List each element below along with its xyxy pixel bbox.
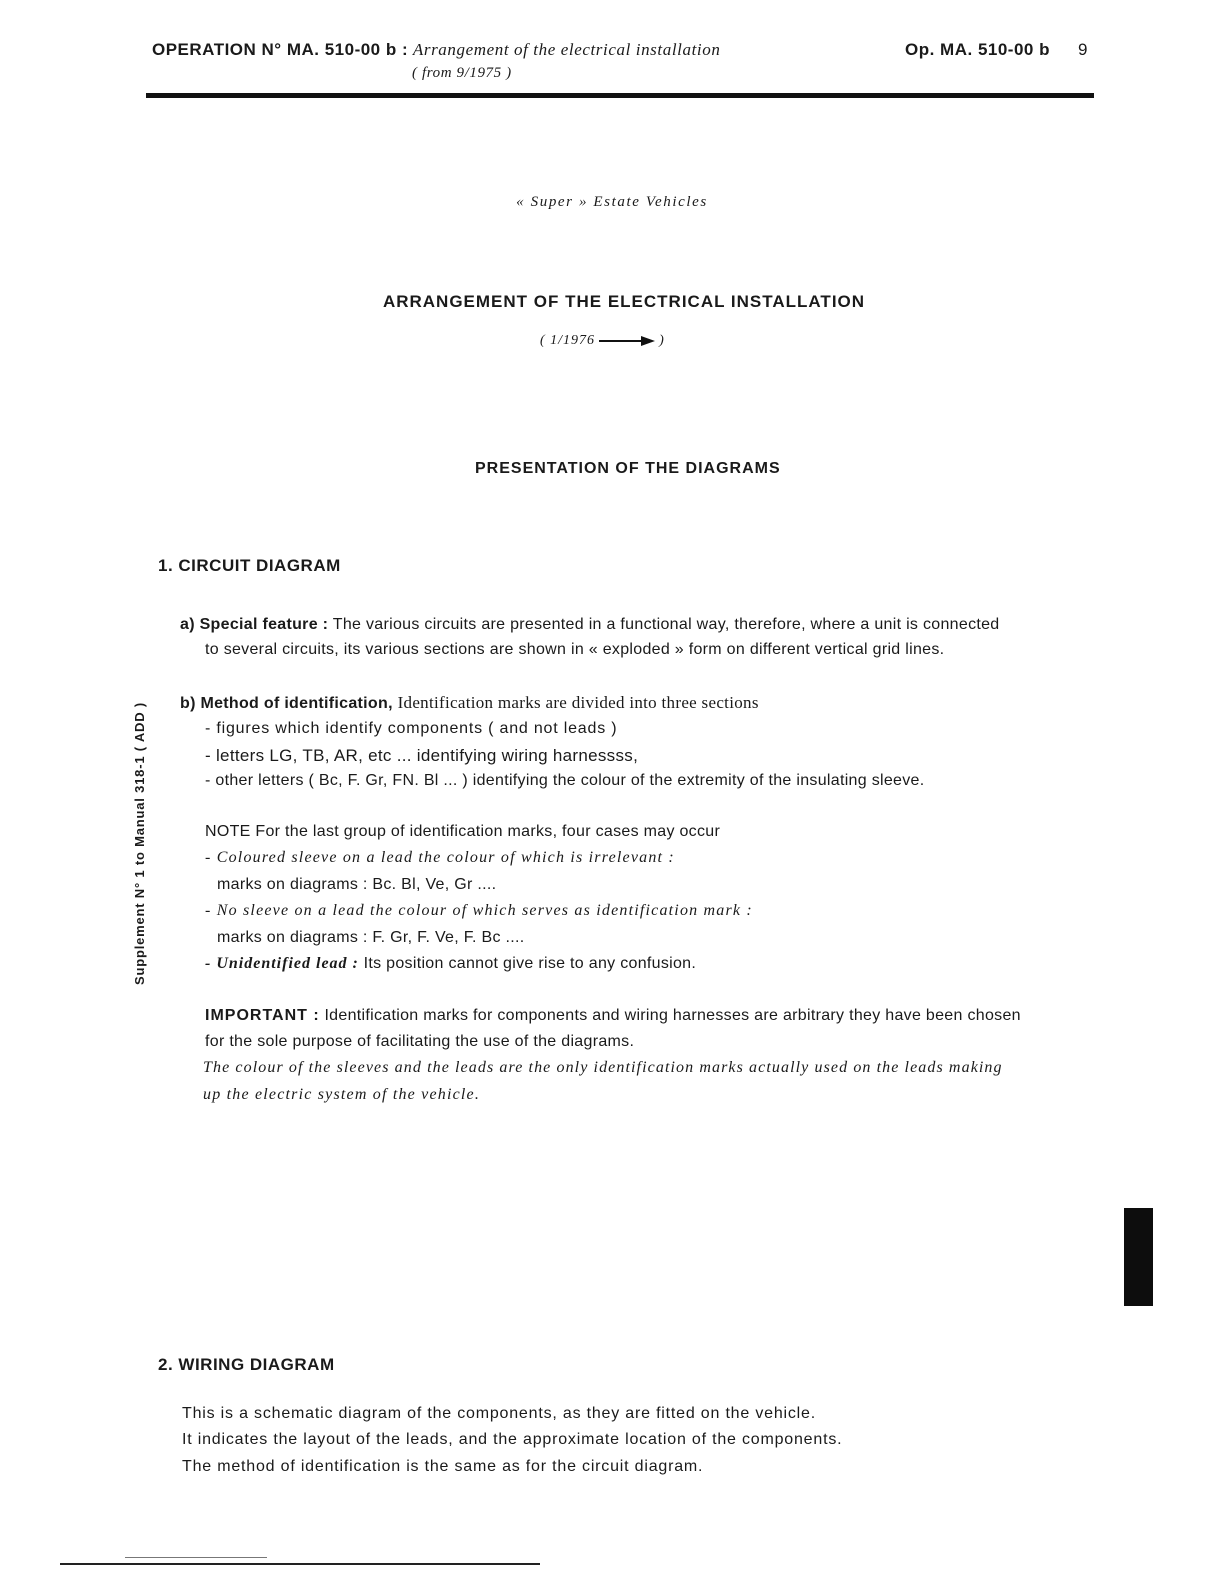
wiring-text-3: The method of identification is the same as for the circuit diagram. — [182, 1458, 704, 1475]
important-label: IMPORTANT : — [205, 1007, 320, 1024]
case-coloured-sleeve-marks: marks on diagrams : Bc. Bl, Ve, Gr .... — [217, 876, 497, 893]
identification-paragraph — [180, 693, 759, 713]
special-feature-paragraph — [180, 616, 1000, 634]
date-range-start: ( 1/1976 — [540, 333, 596, 348]
date-range — [540, 333, 665, 349]
unidentified-lead-text: Its position cannot give rise to any confusion. — [363, 955, 697, 972]
vehicles-caption: « Super » Estate Vehicles — [516, 194, 708, 210]
case-no-sleeve-marks: marks on diagrams : F. Gr, F. Ve, F. Bc .... — [217, 929, 525, 946]
important-text-1: Identification marks for components and wiring harnesses are arbitrary they have been chosen — [324, 1007, 1021, 1024]
identification-item-1: - figures which identify components ( and not leads ) — [205, 720, 618, 737]
operation-number: OPERATION N° MA. 510-00 b : — [152, 40, 409, 59]
identification-label: b) Method of identification, — [180, 695, 393, 712]
footer-rule-short — [125, 1557, 267, 1558]
header-rule — [146, 93, 1094, 98]
important-text-4: up the electric system of the vehicle. — [203, 1086, 481, 1103]
operation-reference: Op. MA. 510-00 b — [905, 40, 1050, 59]
section-heading-circuit: 1. CIRCUIT DIAGRAM — [158, 556, 341, 575]
section-heading-wiring: 2. WIRING DIAGRAM — [158, 1355, 335, 1374]
special-feature-text-2: to several circuits, its various sections are shown in « exploded » form on different vertical grid lines. — [205, 641, 945, 658]
operation-title: Arrangement of the electrical installation — [412, 40, 721, 59]
operation-header — [152, 40, 720, 60]
important-text-2: for the sole purpose of facilitating the use of the diagrams. — [205, 1033, 635, 1050]
identification-intro: Identification marks are divided into three sections — [397, 693, 759, 712]
operation-subtitle: ( from 9/1975 ) — [412, 65, 512, 81]
unidentified-lead-label: - Unidentified lead : — [205, 955, 359, 972]
important-paragraph — [205, 1007, 1021, 1025]
case-coloured-sleeve: - Coloured sleeve on a lead the colour of which is irrelevant : — [205, 849, 675, 866]
special-feature-label: a) Special feature : — [180, 616, 329, 633]
page-number: 9 — [1078, 40, 1088, 59]
case-no-sleeve: - No sleeve on a lead the colour of which serves as identification mark : — [205, 902, 753, 919]
case-unidentified-lead — [205, 955, 696, 973]
supplement-margin-note: Supplement N° 1 to Manual 318-1 ( ADD ) — [132, 702, 147, 985]
wiring-text-2: It indicates the layout of the leads, and the approximate location of the components. — [182, 1431, 843, 1448]
presentation-title: PRESENTATION OF THE DIAGRAMS — [475, 460, 781, 477]
thumb-index-bar — [1124, 1208, 1153, 1306]
date-range-end: ) — [659, 333, 665, 348]
arrow-right-icon — [599, 336, 655, 346]
important-text-3: The colour of the sleeves and the leads are the only identification marks actually used on the leads making — [203, 1059, 1003, 1076]
special-feature-text-1: The various circuits are presented in a functional way, therefore, where a unit is connected — [332, 616, 1000, 633]
page-title: ARRANGEMENT OF THE ELECTRICAL INSTALLATION — [382, 292, 866, 311]
identification-item-2: - letters LG, TB, AR, etc ... identifying wiring harnessss, — [205, 746, 639, 765]
wiring-text-1: This is a schematic diagram of the components, as they are fitted on the vehicle. — [182, 1405, 816, 1422]
footer-rule — [60, 1563, 540, 1565]
note-line: NOTE For the last group of identification marks, four cases may occur — [205, 823, 721, 840]
identification-item-3: - other letters ( Bc, F. Gr, FN. Bl ... ) identifying the colour of the extremity of the insulating sleeve. — [205, 772, 925, 789]
